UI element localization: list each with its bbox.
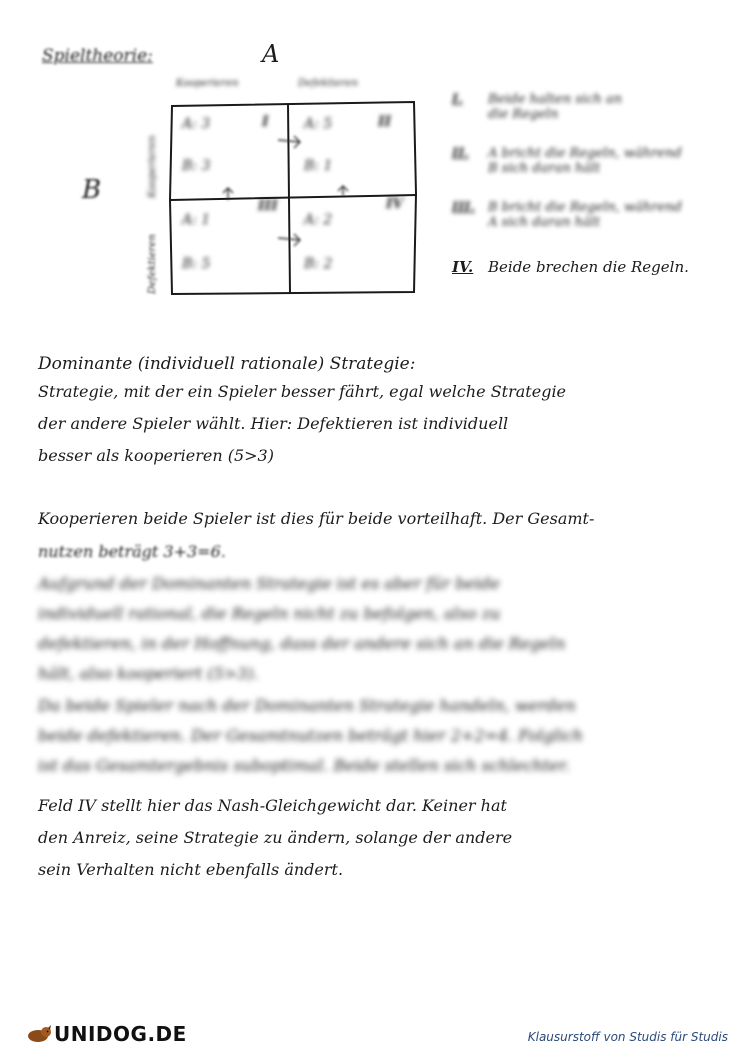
paragraph-line-7: Aufgrund der Dominanten Strategie ist es aber für beide [38, 574, 500, 593]
paragraph-line-6: nutzen beträgt 3+3=6. [38, 542, 226, 561]
dog-icon [24, 1025, 52, 1043]
paragraph-line-14: Feld IV stellt hier das Nash-Gleichgewicht dar. Keiner hat [38, 796, 507, 815]
cell-1-payoff-a: A: 3 [182, 116, 211, 132]
cell-4-roman: IV [386, 196, 404, 212]
player-b-label: B [82, 175, 102, 205]
column-header-defect: Defektieren [298, 78, 358, 89]
legend-number: II. [452, 146, 469, 161]
legend-text: Beide brechen die Regeln. [488, 258, 689, 276]
cell-3-payoff-a: A: 1 [182, 212, 211, 228]
paragraph-line-1: Dominante (individuell rationale) Strategie: [38, 354, 416, 374]
cell-1-roman: I [262, 114, 269, 130]
legend-number: III. [452, 200, 475, 215]
legend-item-3 [452, 200, 732, 230]
paragraph-line-2: Strategie, mit der ein Spieler besser fährt, egal welche Strategie [38, 382, 567, 401]
player-a-label: A [262, 40, 280, 68]
row-header-cooperate: Kooperieren [147, 135, 158, 198]
legend-number: IV. [452, 258, 474, 276]
paragraph-line-11: Da beide Spieler nach der Dominanten Strategie handeln, werden [38, 696, 576, 715]
legend-text: die Regeln [488, 107, 559, 122]
legend-text: Beide halten sich an [488, 92, 622, 107]
cell-2-roman: II [378, 114, 392, 130]
legend-text: B sich daran hält [488, 161, 601, 176]
cell-1-payoff-b: B: 3 [182, 158, 211, 174]
paragraph-line-13: ist das Gesamtergebnis suboptimal. Beide stellen sich schlechter. [38, 756, 570, 775]
paragraph-line-15: den Anreiz, seine Strategie zu ändern, solange der andere [38, 828, 513, 847]
page-title: Spieltheorie: [42, 46, 153, 66]
legend-text: A bricht die Regeln, während [488, 146, 682, 161]
legend-item-1 [452, 92, 732, 122]
paragraph-line-9: defektieren, in der Hoffnung, dass der andere sich an die Regeln [38, 634, 566, 653]
paragraph-line-8: individuell rational, die Regeln nicht zu befolgen, also zu [38, 604, 501, 623]
paragraph-line-4: besser als kooperieren (5>3) [38, 446, 274, 465]
legend-text: A sich daran hält [488, 215, 601, 230]
cell-3-roman: III [258, 198, 278, 214]
cell-2-payoff-b: B: 1 [304, 158, 333, 174]
legend-item-4 [452, 258, 732, 276]
row-header-defect: Defektieren [147, 234, 158, 294]
legend-item-2 [452, 146, 732, 176]
legend-number: I. [452, 92, 463, 107]
paragraph-line-5: Kooperieren beide Spieler ist dies für beide vorteilhaft. Der Gesamt- [38, 509, 595, 528]
paragraph-line-16: sein Verhalten nicht ebenfalls ändert. [38, 860, 344, 879]
paragraph-line-10: hält, also kooperiert (5>3). [38, 664, 259, 683]
cell-4-payoff-b: B: 2 [304, 256, 333, 272]
footer-logo[interactable] [24, 1022, 187, 1046]
footer-brand-text: UNIDOG.DE [54, 1022, 187, 1046]
paragraph-line-3: der andere Spieler wählt. Hier: Defektieren ist individuell [38, 414, 509, 433]
cell-2-payoff-a: A: 5 [304, 116, 333, 132]
column-header-cooperate: Kooperieren [176, 78, 239, 89]
paragraph-line-12: beide defektieren. Der Gesamtnutzen beträgt hier 2+2=4. Folglich [38, 726, 583, 745]
cell-3-payoff-b: B: 5 [182, 256, 211, 272]
cell-4-payoff-a: A: 2 [304, 212, 333, 228]
legend-text: B bricht die Regeln, während [488, 200, 682, 215]
footer-tagline: Klausurstoff von Studis für Studis [527, 1030, 728, 1044]
